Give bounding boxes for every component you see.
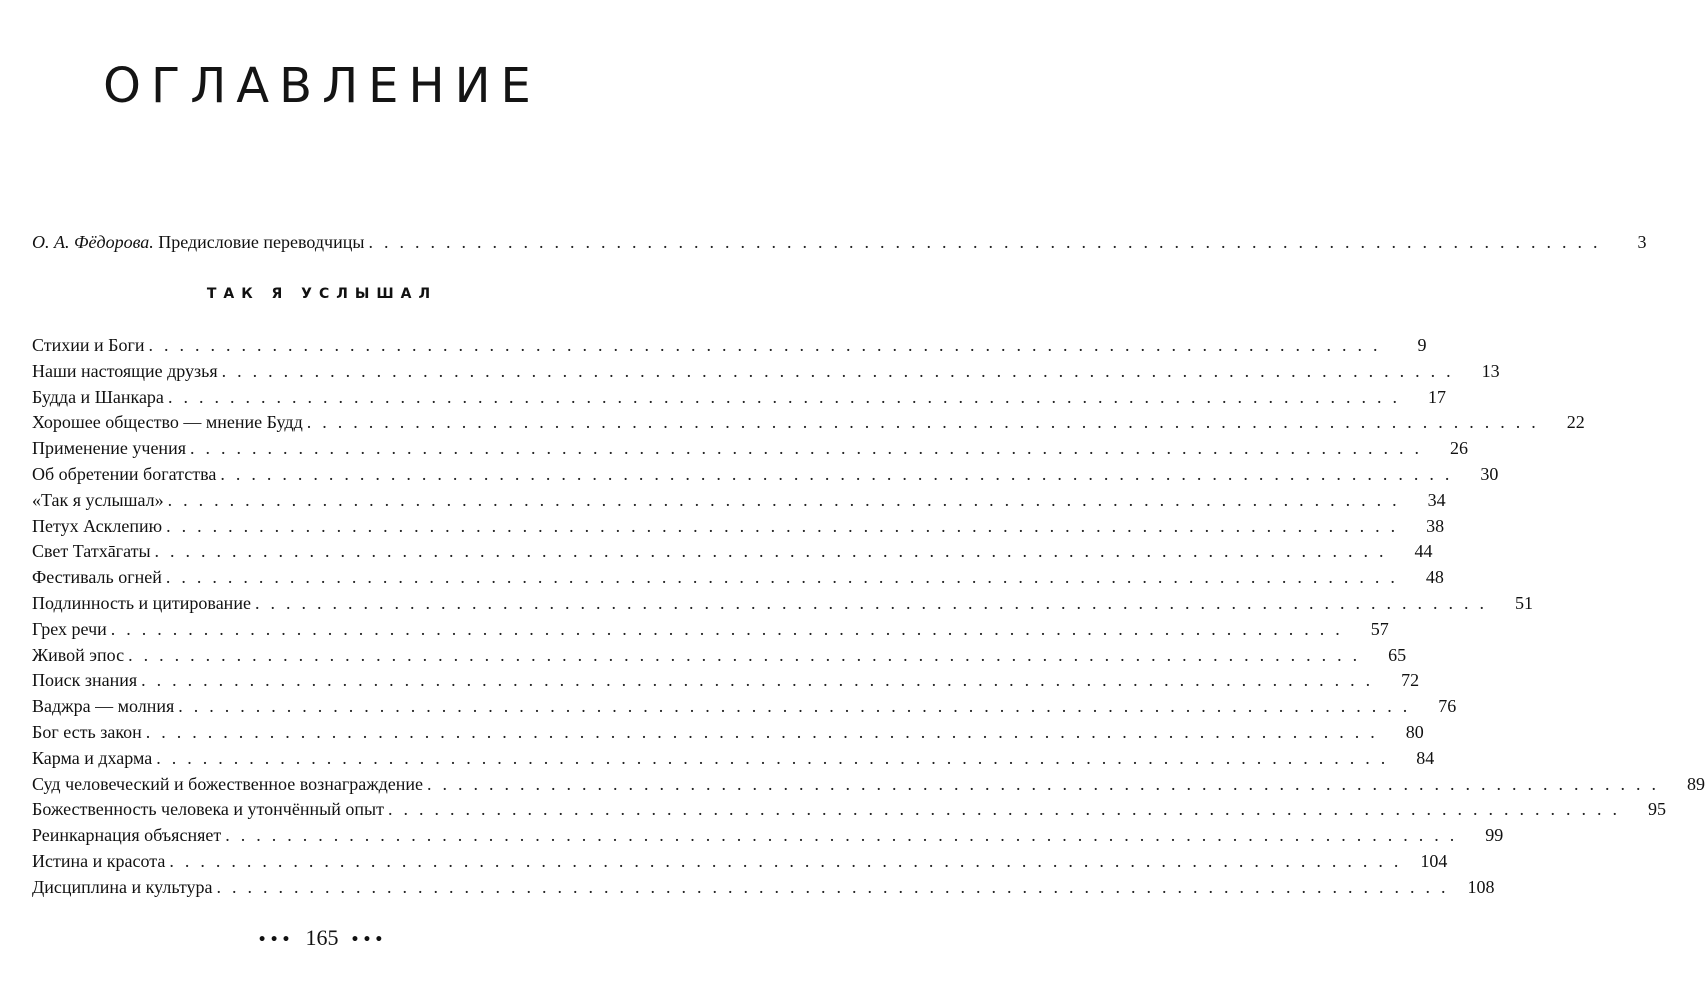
toc-entry-title: Ваджра — молния	[32, 696, 175, 716]
toc-entry	[32, 591, 1533, 615]
toc-page-number: 80	[1405, 722, 1424, 742]
toc-entry	[32, 746, 1435, 770]
toc-entry	[32, 359, 1500, 383]
toc-page-number: 13	[1481, 361, 1500, 381]
toc-page-number: 51	[1514, 593, 1533, 613]
toc-page-number: 84	[1416, 748, 1435, 768]
toc-dot-leader: ................................................................................	[189, 438, 1430, 458]
toc-entry-title: Будда и Шанкара	[32, 387, 164, 407]
toc-entry-title: Божественность человека и утончённый опыт	[32, 799, 384, 819]
toc-entry	[32, 488, 1446, 512]
toc-page-number: 17	[1427, 387, 1446, 407]
toc-entry-preface	[32, 230, 1647, 254]
toc-dot-leader: ................................................................................	[141, 670, 1382, 690]
toc-dot-leader: ................................................................................	[178, 696, 1419, 716]
footer-ornament-left: •••	[257, 931, 294, 948]
toc-dot-leader: ................................................................................	[154, 541, 1395, 561]
toc-dot-leader: ................................................................................	[220, 464, 1461, 484]
toc-entry-title: Подлинность и цитирование	[32, 593, 251, 613]
toc-entry-title: Бог есть закон	[32, 722, 142, 742]
toc-dot-leader: ................................................................................	[216, 877, 1457, 897]
toc-entry	[32, 514, 1445, 538]
toc-entry	[32, 333, 1427, 357]
toc-dot-leader: ................................................................................	[145, 722, 1386, 742]
toc-page-number: 65	[1388, 645, 1407, 665]
toc-entry-text: Предисловие переводчицы	[158, 232, 365, 252]
toc-dot-leader: ................................................................................	[221, 361, 1462, 381]
toc-entry	[32, 668, 1420, 692]
toc-entry	[32, 385, 1446, 409]
toc-entry-title: Применение учения	[32, 438, 186, 458]
toc-entry	[32, 797, 1666, 821]
toc-page-number: 3	[1637, 232, 1647, 252]
toc-entry-title: Живой эпос	[32, 645, 125, 665]
toc-entry-title: Поиск знания	[32, 670, 138, 690]
toc-entry-title: Наши настоящие друзья	[32, 361, 218, 381]
toc-dot-leader: ................................................................................	[306, 412, 1547, 432]
toc-entry-title: Хорошее общество — мнение Будд	[32, 412, 303, 432]
toc-dot-leader: ................................................................................	[254, 593, 1495, 613]
toc-entry-title: Реинкарнация объясняет	[32, 825, 222, 845]
toc-dot-leader: ................................................................................	[427, 774, 1668, 794]
toc-entry-title: Карма и дхарма	[32, 748, 153, 768]
toc-entry-title: Свет Татхāгаты	[32, 541, 151, 561]
toc-entry	[32, 694, 1457, 718]
toc-entry	[32, 617, 1389, 641]
toc-entry	[32, 720, 1424, 744]
toc-dot-leader: ................................................................................	[165, 567, 1406, 587]
toc-entry-title	[32, 230, 368, 254]
toc-page-number: 108	[1467, 877, 1495, 897]
page-title: ОГЛАВЛЕНИЕ	[103, 58, 541, 114]
toc-entry	[32, 410, 1585, 434]
page-number: 165	[305, 925, 339, 950]
toc-dot-leader: ................................................................................	[128, 645, 1369, 665]
toc-page-number: 95	[1647, 799, 1666, 819]
toc-dot-leader: ................................................................................	[169, 851, 1410, 871]
toc-entry	[32, 462, 1499, 486]
toc-entry	[32, 436, 1468, 460]
toc-entry-title: Стихии и Боги	[32, 335, 145, 355]
toc-entry-title: Фестиваль огней	[32, 567, 162, 587]
toc-entry-author: О. А. Фёдорова.	[32, 232, 154, 252]
toc-entry-title: Петух Асклепию	[32, 516, 163, 536]
toc-page-number: 22	[1566, 412, 1585, 432]
toc-dot-leader: ................................................................................	[167, 387, 1408, 407]
toc-dot-leader: ................................................................................	[166, 516, 1407, 536]
toc-entry	[32, 849, 1448, 873]
toc-dot-leader: ................................................................................	[225, 825, 1466, 845]
toc-entry	[32, 565, 1444, 589]
toc-page-number: 99	[1485, 825, 1504, 845]
toc-page-number: 89	[1687, 774, 1705, 794]
footer-ornament-right: •••	[350, 931, 387, 948]
toc-page-number: 38	[1426, 516, 1445, 536]
toc-page-number: 9	[1417, 335, 1427, 355]
toc-page-number: 72	[1401, 670, 1420, 690]
toc-entry-title: Об обретении богатства	[32, 464, 217, 484]
section-heading: ТАК Я УСЛЫШАЛ	[206, 286, 438, 302]
toc-entry-title: Грех речи	[32, 619, 107, 639]
toc-page-number: 34	[1427, 490, 1446, 510]
toc-dot-leader: ................................................................................	[167, 490, 1408, 510]
toc-dot-leader: ................................................................................	[110, 619, 1351, 639]
toc-dot-leader: ................................................................................	[148, 335, 1389, 355]
toc-page-number: 104	[1420, 851, 1448, 871]
toc-entry-title: Истина и красота	[32, 851, 166, 871]
page-footer	[0, 924, 644, 954]
toc-dot-leader: ................................................................................	[387, 799, 1628, 819]
toc-page-number: 44	[1414, 541, 1433, 561]
toc-entry-title: Суд человеческий и божественное вознаграждение	[32, 774, 424, 794]
toc-entry	[32, 772, 1705, 796]
toc-page-number: 26	[1449, 438, 1468, 458]
toc-entry	[32, 643, 1407, 667]
toc-page-number: 48	[1425, 567, 1444, 587]
toc-page-number: 30	[1480, 464, 1499, 484]
toc-page-number: 57	[1370, 619, 1389, 639]
toc-page-number: 76	[1438, 696, 1457, 716]
toc-entry-title: Дисциплина и культура	[32, 877, 213, 897]
toc-dot-leader: ................................................................................	[156, 748, 1397, 768]
toc-entry-title: «Так я услышал»	[32, 490, 164, 510]
toc-entry	[32, 875, 1495, 899]
toc-dot-leader: ................................................................................	[368, 232, 1609, 252]
toc-entry	[32, 539, 1433, 563]
toc-entry	[32, 823, 1504, 847]
